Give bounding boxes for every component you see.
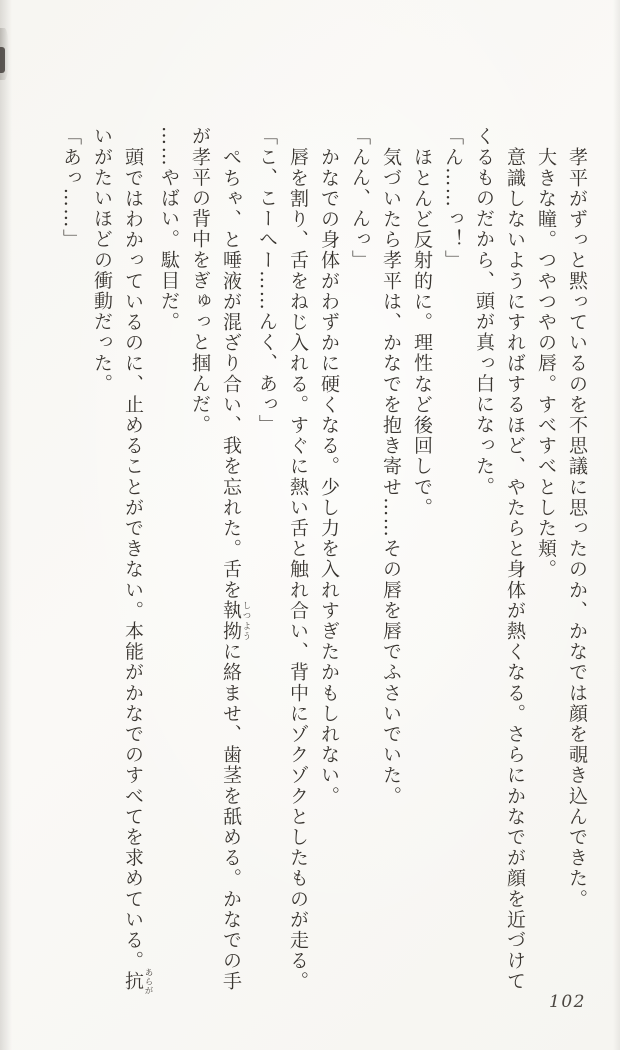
scan-left-edge-shadow bbox=[0, 0, 12, 1050]
text-column: 頭ではわかっているのに、止めることができない。本能がかなでのすべてを求めている。抗 あらが bbox=[122, 146, 153, 995]
body-text bbox=[62, 126, 592, 998]
text-column: いがたいほどの衝動だった。 bbox=[91, 126, 113, 394]
text-column: 「んん、んっ」 bbox=[349, 126, 371, 271]
furigana-ruby: 抗 あらが bbox=[122, 967, 153, 995]
page-number: 102 bbox=[549, 992, 586, 1012]
text-column: 孝平がずっと黙っているのを不思議に思ったのか、かなでは顔を覗き込んできた。 bbox=[566, 146, 588, 909]
text-column: 気づいたら孝平は、かなでを抱き寄せ……その唇を唇でふさいでいた。 bbox=[380, 146, 402, 806]
text-column: ぺちゃ、と唾液が混ざり合い、我を忘れた。舌を執拗 しつように絡ませ、歯茎を舐める。かなでの手 bbox=[220, 146, 251, 992]
text-column: 意識しないようにすればするほど、やたらと身体が熱くなる。さらにかなでが顔を近づけて bbox=[504, 146, 526, 992]
text-column: 唇を割り、舌をねじ入れる。すぐに熱い舌と触れ合い、背中にゾクゾクとしたものが走る。 bbox=[287, 146, 309, 992]
scan-right-edge-shadow bbox=[613, 0, 620, 1050]
furigana-ruby: 執拗 しつよう bbox=[220, 599, 251, 641]
text-column: 「ん……っ！」 bbox=[442, 126, 464, 271]
text-column: 大きな瞳。つやつやの唇。すべすべとした頬。 bbox=[535, 146, 557, 580]
text-column: 「あっ……」 bbox=[60, 126, 82, 250]
text-column: ほとんど反射的に。理性など後回しで。 bbox=[411, 146, 433, 518]
scan-dark-artifact bbox=[0, 47, 5, 73]
text-column: が孝平の背中をぎゅっと掴んだ。 bbox=[189, 126, 211, 435]
text-column: ……やばい。駄目だ。 bbox=[158, 126, 180, 332]
text-column: 「こ、こーへー……んく、あっ」 bbox=[256, 126, 278, 435]
text-column: くるものだから、頭が真っ白になった。 bbox=[473, 126, 495, 497]
text-column: かなでの身体がわずかに硬くなる。少し力を入れすぎたかもしれない。 bbox=[318, 146, 340, 806]
